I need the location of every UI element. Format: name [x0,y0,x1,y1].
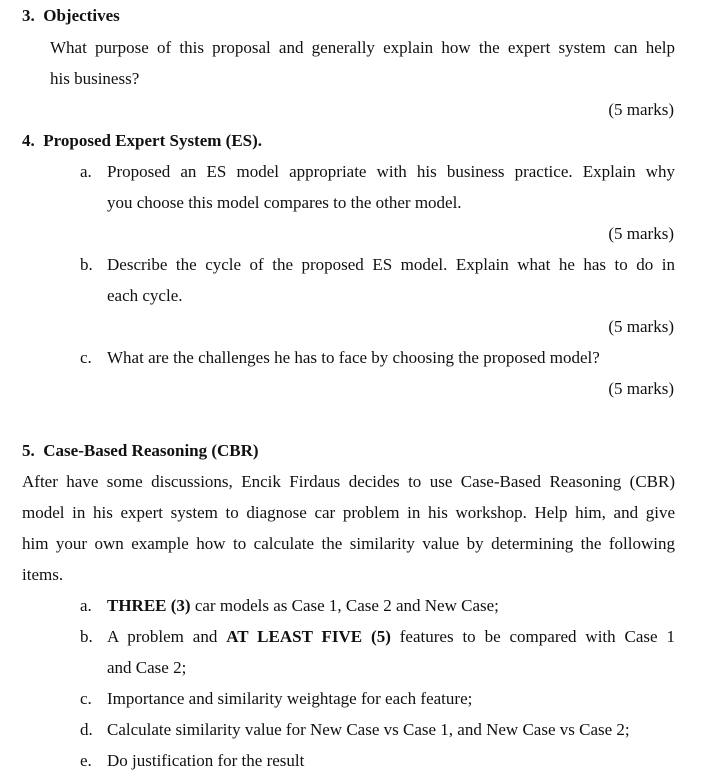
item-letter: e. [80,751,92,770]
item-letter: a. [80,596,92,615]
section-3-marks: (5 marks) [608,100,674,119]
question-4a-marks: (5 marks) [608,224,674,243]
item-5c-text: Importance and similarity weightage for each feature; [107,689,473,708]
section-3-text-line-1: What purpose of this proposal and generally explain how the expert system can help [50,38,675,57]
section-3-text-line-2: his business? [50,69,140,88]
section-5-paragraph-line-2: model in his expert system to diagnose car problem in his workshop. Help him, and give [22,503,675,522]
item-letter: a. [80,162,92,181]
section-5-heading [22,441,259,461]
emphasis: AT LEAST FIVE (5) [226,627,391,646]
section-5-paragraph-line-3: him your own example how to calculate the similarity value by determining the following [22,534,675,553]
item-5e-text: Do justification for the result [107,751,305,770]
item-5a-text [107,596,499,616]
item-text: features to be compared with Case 1 [390,627,675,646]
item-letter: b. [80,627,93,646]
item-letter: d. [80,720,93,739]
section-number: 5. [22,441,35,460]
item-letter: b. [80,255,93,274]
section-title: Objectives [43,6,120,25]
section-5-paragraph-line-1: After have some discussions, Encik Firdaus decides to use Case-Based Reasoning (CBR) [22,472,675,491]
question-4a-line-2: you choose this model compares to the other model. [107,193,462,212]
item-5d-text: Calculate similarity value for New Case vs Case 1, and New Case vs Case 2; [107,720,630,739]
item-letter: c. [80,348,92,367]
question-4a-line-1: Proposed an ES model appropriate with his business practice. Explain why [107,162,675,181]
section-4-heading [22,131,262,151]
section-3-heading [22,6,120,26]
item-text: car models as Case 1, Case 2 and New Case; [190,596,499,615]
item-text: A problem and [107,627,227,646]
question-4b-line-2: each cycle. [107,286,183,305]
question-4c-line-1: What are the challenges he has to face by choosing the proposed model? [107,348,600,367]
section-title: Case-Based Reasoning (CBR) [43,441,259,460]
item-letter: c. [80,689,92,708]
question-4c-marks: (5 marks) [608,379,674,398]
emphasis: THREE (3) [107,596,191,615]
question-4b-line-1: Describe the cycle of the proposed ES model. Explain what he has to do in [107,255,675,274]
section-5-paragraph-line-4: items. [22,565,64,584]
section-number: 3. [22,6,35,25]
item-5b-text-line-2: and Case 2; [107,658,187,677]
section-number: 4. [22,131,35,150]
question-4b-marks: (5 marks) [608,317,674,336]
item-5b-text-line-1 [107,627,675,647]
section-title: Proposed Expert System (ES). [43,131,263,150]
